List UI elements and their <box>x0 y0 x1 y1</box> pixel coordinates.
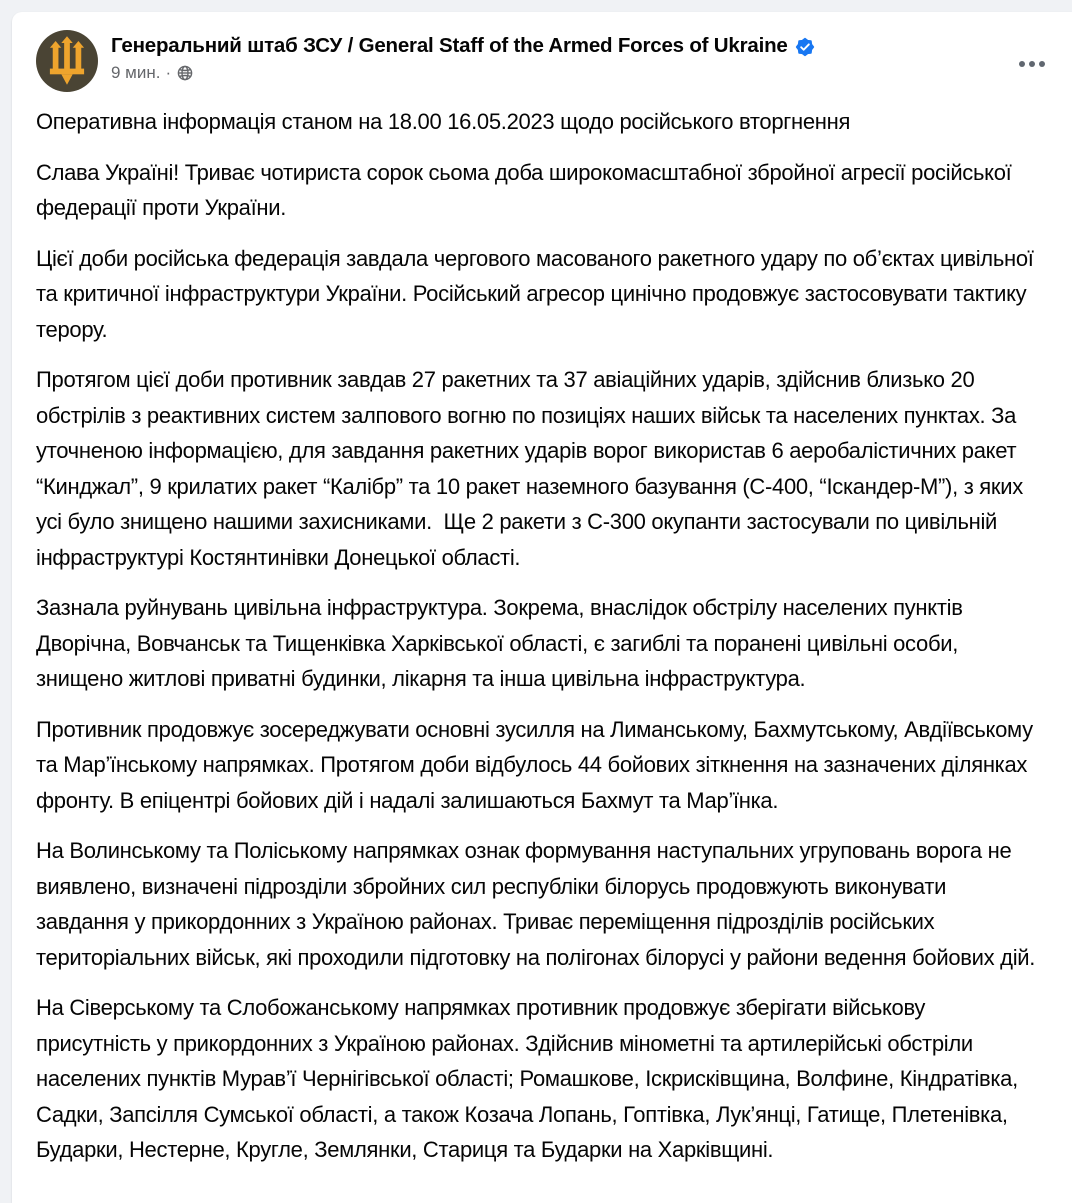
post-paragraph: Оперативна інформація станом на 18.00 16.05.2023 щодо російського вторгнення <box>36 109 851 134</box>
post-paragraph: На Волинському та Поліському напрямках ознак формування наступальних угруповань ворога не виявлено, визначені підрозділи збройних сил республіки білорусь продовжують виконувати завдання у прикордонних з Україною районах. Триває переміщення підрозділів російських територіальних військ, які проходили підготовку на полігонах білорусі у райони ведення бойових дій. <box>36 838 1036 970</box>
ellipsis-dot <box>1019 61 1025 67</box>
verified-badge-icon <box>795 37 815 57</box>
post-paragraph: На Сіверському та Слобожанському напрямках противник продовжує зберігати військову присутність у прикордонних з Україною районах. Здійснив мінометні та артилерійські обстріли населених пунктів Мурав’ї Чернігівської області; Ромашкове, Іскрисківщина, Волфине, Кіндратівка, Садки, Запсілля Сумської області, а також Козача Лопань, Гоптівка, Лук’янці, Гатище, Плетенівка, Бударки, Нестерне, Кругле, Землянки, Стариця та Бударки на Харківщині. <box>36 995 1024 1162</box>
header-info <box>111 30 1012 83</box>
page-avatar[interactable] <box>36 30 98 92</box>
page-name-link[interactable]: Генеральний штаб ЗСУ / General Staff of the Armed Forces of Ukraine <box>111 34 788 57</box>
post-paragraph: Цієї доби російська федерація завдала чергового масованого ракетного удару по об’єктах цивільної та критичної інфраструктури України. Російський агресор цинічно продовжує застосовувати тактику терору. <box>36 245 1040 342</box>
post-body <box>12 92 1072 1203</box>
post-paragraph: Слава Україні! Триває чотириста сорок сьома доба широкомасштабної збройної агресії російської федерації проти України. <box>36 159 1018 220</box>
post-header <box>12 12 1072 92</box>
more-options-button[interactable] <box>1012 44 1052 84</box>
post-paragraph: Зазнала руйнувань цивільна інфраструктура. Зокрема, внаслідок обстрілу населених пунктів Дворічна, Вовчанськ та Тищенківка Харківської області, є загиблі та поранені цивільні особи, знищено житлові приватні будинки, лікарня та інша цивільна інфраструктура. <box>36 595 969 691</box>
post-paragraph: Протягом цієї доби противник завдав 27 ракетних та 37 авіаційних ударів, здійснив близько 20 обстрілів з реактивних систем залпового вогню по позиціях наших військ та населених пунктах. За уточненою інформацією, для завдання ракетних ударів ворог використав 6 аеробалістичних ракет “Кинджал”, 9 крилатих ракет “Калібр” та 10 ракет наземного базування (С-400, “Іскандер-М”), з яких усі було знищено нашими захисниками. Ще 2 ракети з С-300 окупанти застосували по цивільній інфраструктурі Костянтинівки Донецької області. <box>36 367 1029 570</box>
post-timestamp[interactable]: 9 мин. <box>111 63 161 82</box>
globe-public-icon <box>177 65 193 81</box>
ellipsis-dot <box>1029 61 1035 67</box>
meta-separator: · <box>165 63 172 82</box>
ellipsis-dot <box>1039 61 1045 67</box>
trident-icon <box>48 36 86 86</box>
post-card <box>12 12 1072 1203</box>
post-paragraph: Противник продовжує зосереджувати основні зусилля на Лиманському, Бахмутському, Авдіївському та Мар’їнському напрямках. Протягом доби відбулось 44 бойових зіткнення на зазначених ділянках фронту. В епіцентрі бойових дій і надалі залишаються Бахмут та Мар’їнка. <box>36 716 1039 813</box>
